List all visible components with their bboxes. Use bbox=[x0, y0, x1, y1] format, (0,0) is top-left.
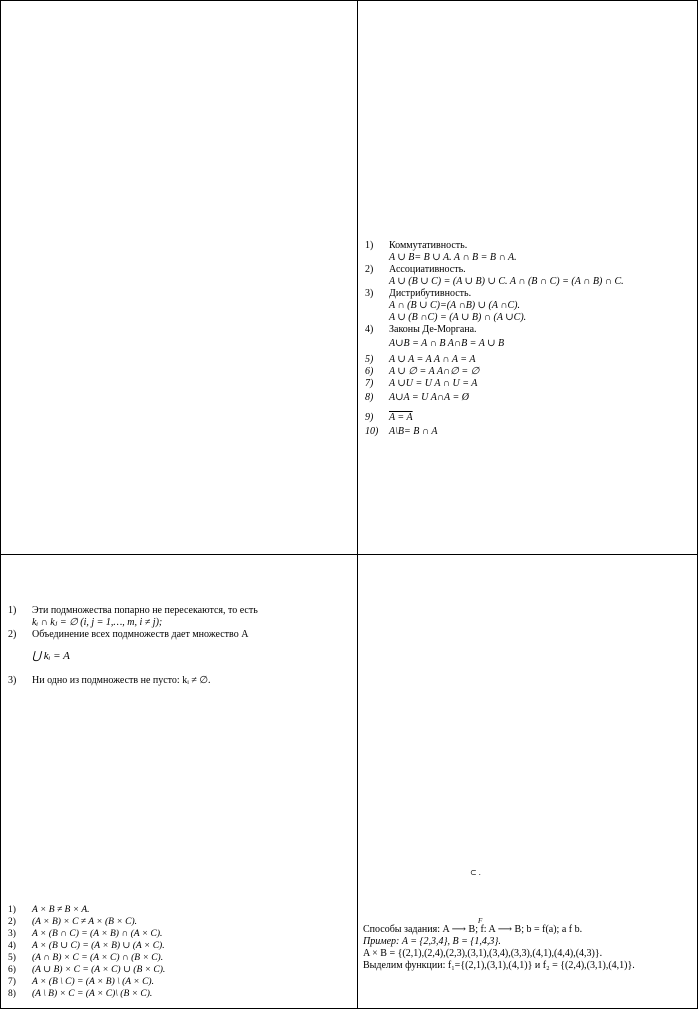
law-item: 4) Законы Де-Моргана. bbox=[365, 324, 477, 335]
law-item: 5) A ∪ A = A A ∩ A = A bbox=[365, 354, 476, 365]
product-law-item: 2) (A × B) × C ≠ A × (B × C). bbox=[8, 917, 138, 927]
law-item: 7) A ∪U = U A ∩ U = A bbox=[365, 378, 478, 389]
partition-item: 1) Эти подмножества попарно не пересекаются, то есть bbox=[8, 605, 258, 616]
product-law-item: 4) A × (B ∪ C) = (A × B) ∪ (A × C). bbox=[8, 941, 165, 951]
product-law-item: 5) (A ∩ B) × C = (A × C) ∩ (B × C). bbox=[8, 953, 164, 963]
functions-methods: Способы задания: A ⟶ B; f: A ⟶ B; b = f(a); a f b. bbox=[363, 924, 583, 935]
product-law-item: 8) (A \ B) × C = (A × C)\ (B × C). bbox=[8, 989, 153, 999]
product-law-item: 3) A × (B ∩ C) = (A × B) ∩ (A × C). bbox=[8, 929, 163, 939]
law-formula: A ∪ (B ∩C) = (A ∪ B) ∩ (A ∪C). bbox=[389, 312, 527, 323]
partition-formula: kᵢ ∩ kⱼ = ∅ (i, j = 1,…, m, i ≠ j); bbox=[32, 617, 163, 628]
set-laws-list bbox=[365, 240, 695, 438]
partition-item: 3) Ни одно из подмножеств не пусто: kᵢ ≠ ∅. bbox=[8, 675, 211, 686]
functions-select: Выделим функции: f₁={(2,1),(3,1),(4,1)} и f₂ = {(2,4),(3,1),(4,1)}. bbox=[363, 960, 635, 971]
law-item: 10) A\B= B ∩ A bbox=[365, 426, 438, 437]
arrow-label: F bbox=[478, 917, 483, 925]
partition-formula: ⋃ kᵢ = A bbox=[32, 650, 70, 662]
partition-list bbox=[8, 605, 353, 687]
functions-product: A × B = {(2,1),(2,4),(2,3),(3,1),(3,4),(3,3),(4,1),(4,4),(4,3)}. bbox=[363, 948, 603, 959]
product-law-item: 1) A × B ≠ B × A. bbox=[8, 905, 90, 915]
subset-symbol: ⊂ . bbox=[470, 868, 481, 877]
law-item: 9) A = A bbox=[365, 412, 413, 423]
law-formula: A ∪ (B ∪ C) = (A ∪ B) ∪ C. A ∩ (B ∩ C) = (A ∩ B) ∩ C. bbox=[389, 276, 624, 287]
law-item: 1) Коммутативность. bbox=[365, 240, 468, 251]
slide-top-left bbox=[0, 0, 358, 555]
law-formula: A ∪ B= B ∪ A. A ∩ B = B ∩ A. bbox=[389, 252, 517, 263]
product-laws-list bbox=[8, 905, 353, 1001]
functions-example: Пример: A = {2,3,4}, B = {1,4,3}. bbox=[363, 936, 501, 947]
functions-block bbox=[363, 917, 695, 972]
law-formula-de-morgan: A∪B = A ∩ B A∩B = A ∪ B bbox=[389, 338, 505, 349]
law-item: 2) Ассоциативность. bbox=[365, 264, 466, 275]
partition-item: 2) Объединение всех подмножеств дает множество A bbox=[8, 629, 249, 640]
law-item: 6) A ∪ ∅ = A A∩∅ = ∅ bbox=[365, 366, 480, 377]
law-item: 8) A∪A = U A∩A = Ø bbox=[365, 392, 469, 403]
product-law-item: 6) (A ∪ B) × C = (A × C) ∪ (B × C). bbox=[8, 965, 166, 975]
law-item: 3) Дистрибутивность. bbox=[365, 288, 472, 299]
product-law-item: 7) A × (B \ C) = (A × B) \ (A × C). bbox=[8, 977, 154, 987]
law-formula: A ∩ (B ∪ C)=(A ∩B) ∪ (A ∩C). bbox=[389, 300, 520, 311]
